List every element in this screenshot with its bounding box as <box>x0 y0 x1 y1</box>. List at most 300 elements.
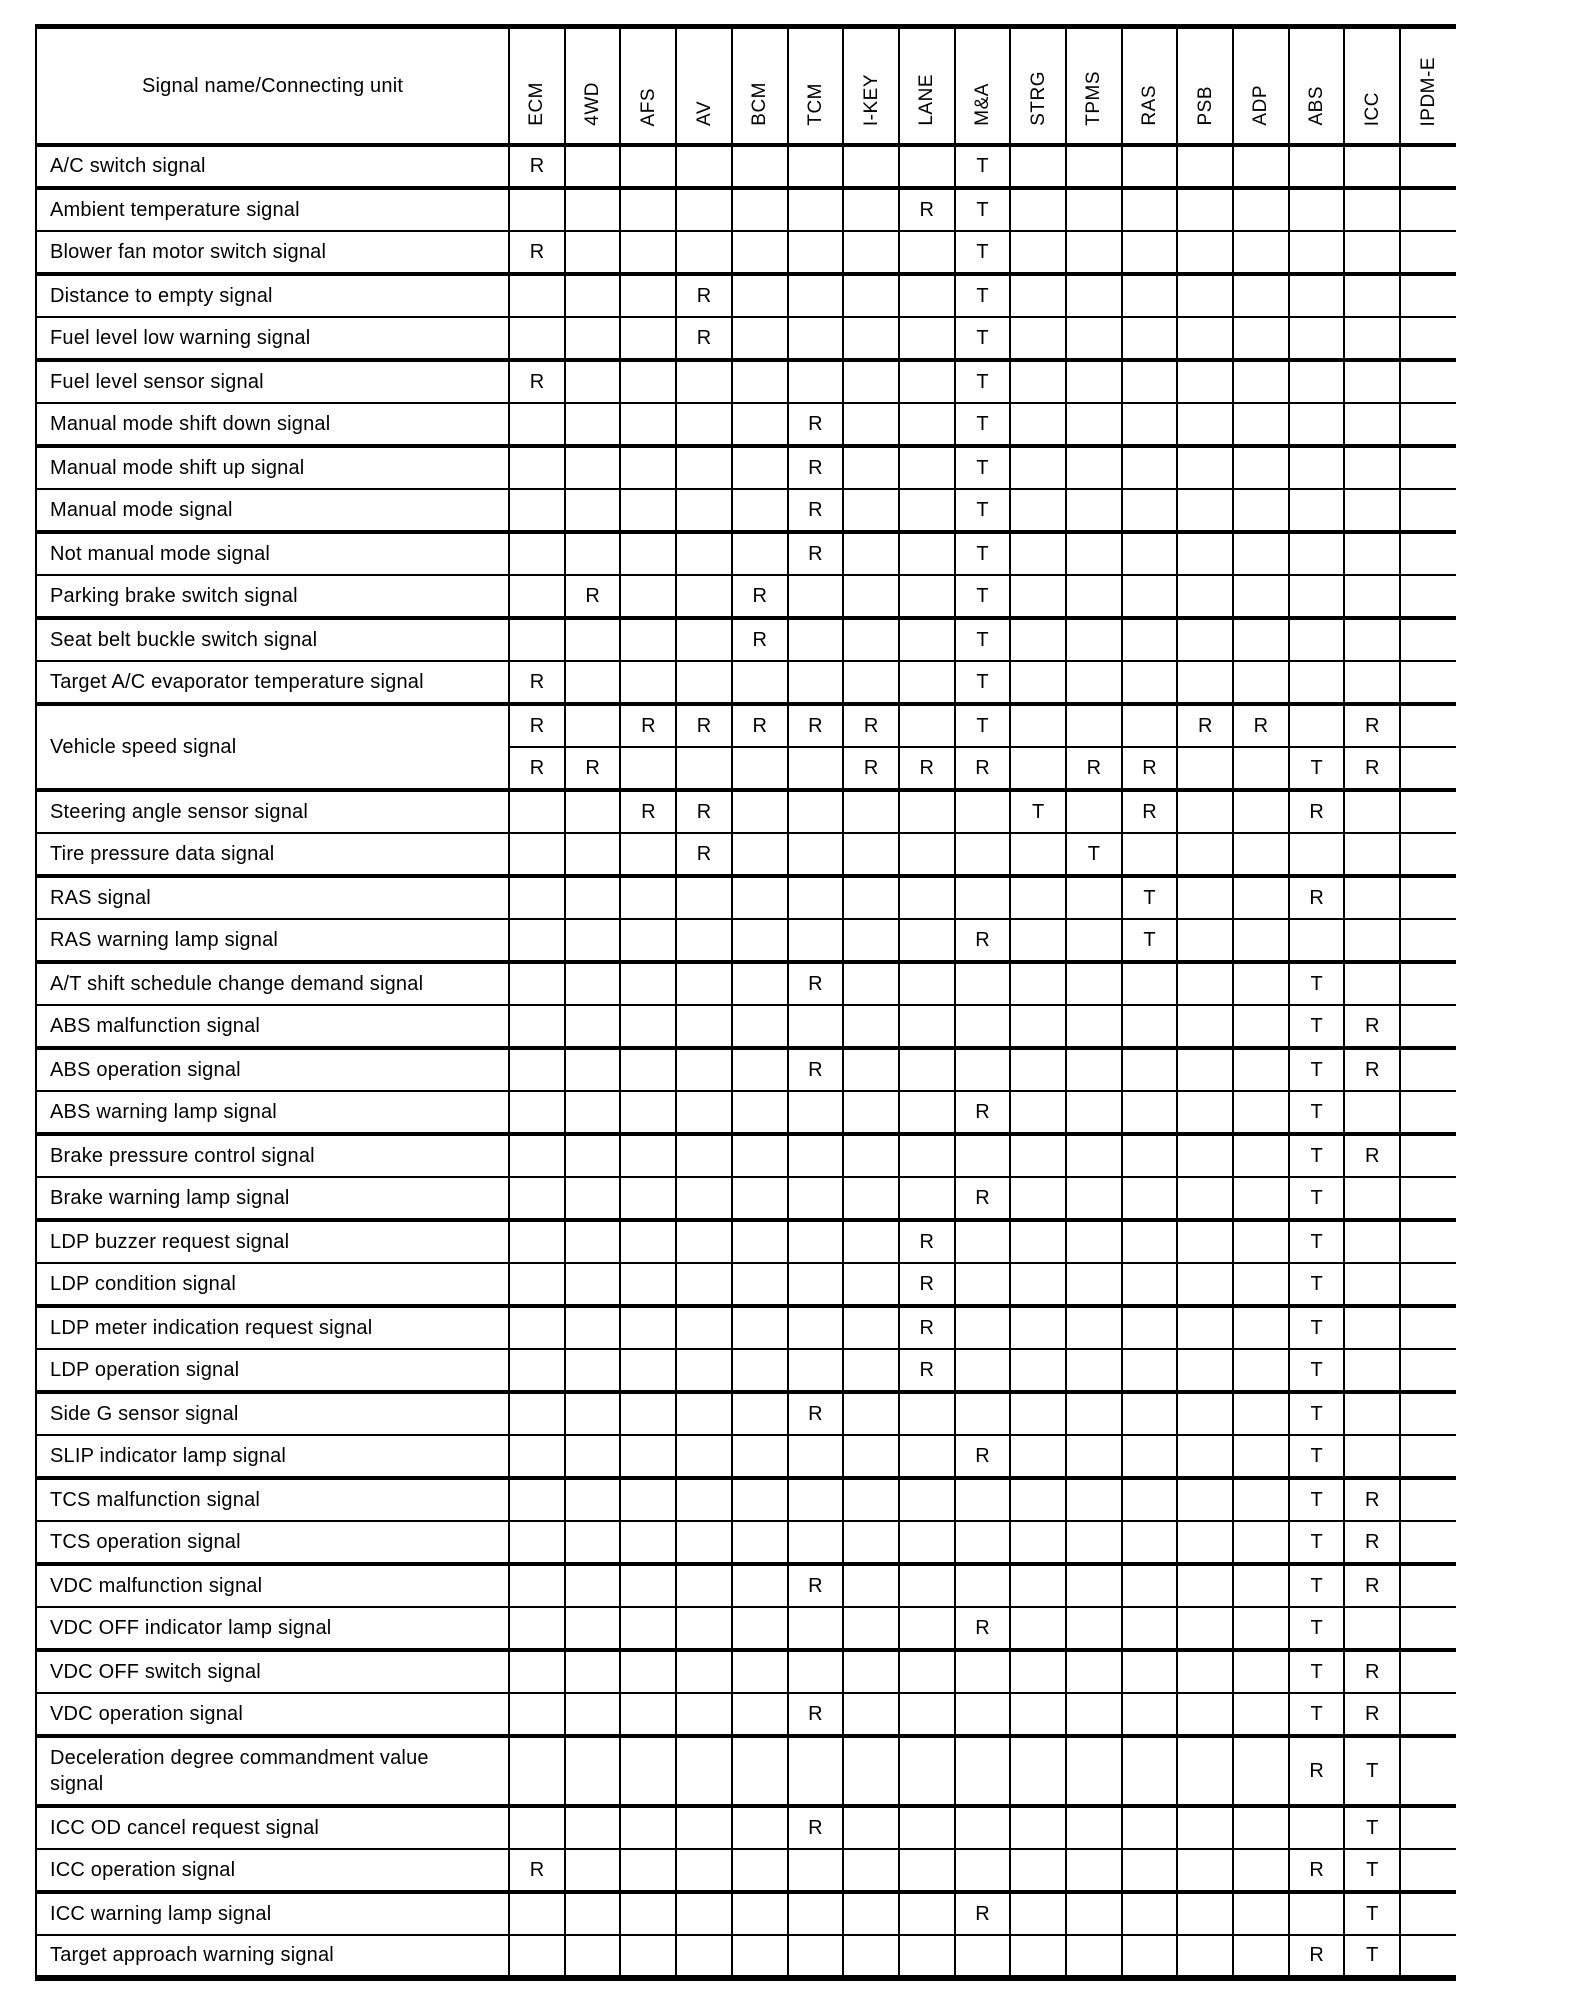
column-header-adp: ADP <box>1250 85 1272 126</box>
matrix-cell <box>899 1935 955 1978</box>
matrix-cell <box>1400 1263 1456 1306</box>
matrix-cell <box>1010 1478 1066 1521</box>
matrix-cell: R <box>788 446 844 489</box>
matrix-cell <box>732 532 788 575</box>
matrix-cell <box>732 1263 788 1306</box>
matrix-cell <box>565 145 621 188</box>
column-header-tpms: TPMS <box>1083 71 1105 126</box>
matrix-cell <box>843 1349 899 1392</box>
matrix-cell <box>565 1607 621 1650</box>
matrix-cell: T <box>1289 1521 1345 1564</box>
matrix-cell <box>788 876 844 919</box>
matrix-cell <box>899 1392 955 1435</box>
matrix-cell <box>899 1134 955 1177</box>
matrix-cell <box>1122 1392 1178 1435</box>
matrix-cell <box>1177 1091 1233 1134</box>
matrix-cell <box>1010 1736 1066 1806</box>
matrix-cell <box>1010 145 1066 188</box>
matrix-cell <box>676 360 732 403</box>
matrix-cell <box>620 403 676 446</box>
matrix-cell <box>1066 1650 1122 1693</box>
matrix-cell <box>565 790 621 833</box>
column-header-cell-abs <box>1289 27 1345 146</box>
matrix-cell <box>509 532 565 575</box>
matrix-cell <box>843 1564 899 1607</box>
signal-name: LDP buzzer request signal <box>36 1220 509 1263</box>
signal-matrix-table <box>35 24 1456 1981</box>
matrix-cell <box>1066 1736 1122 1806</box>
matrix-cell <box>1400 1849 1456 1892</box>
matrix-cell: R <box>1289 1935 1345 1978</box>
matrix-cell <box>1400 446 1456 489</box>
matrix-cell <box>509 1478 565 1521</box>
matrix-cell <box>1066 145 1122 188</box>
table-row <box>36 1736 1456 1806</box>
column-header-icc: ICC <box>1361 91 1383 126</box>
matrix-cell <box>843 1177 899 1220</box>
matrix-cell <box>1122 1091 1178 1134</box>
matrix-cell <box>1122 1806 1178 1849</box>
matrix-cell: T <box>955 575 1011 618</box>
matrix-cell <box>788 1091 844 1134</box>
matrix-cell <box>620 833 676 876</box>
matrix-cell: R <box>1344 1005 1400 1048</box>
matrix-cell <box>955 1478 1011 1521</box>
matrix-cell <box>843 1607 899 1650</box>
matrix-cell <box>676 188 732 231</box>
matrix-cell <box>1066 1521 1122 1564</box>
matrix-cell: R <box>899 1349 955 1392</box>
matrix-cell <box>1233 1134 1289 1177</box>
matrix-cell <box>1400 1392 1456 1435</box>
matrix-cell <box>1177 1736 1233 1806</box>
column-header-cell-icc <box>1344 27 1400 146</box>
matrix-cell <box>1233 575 1289 618</box>
matrix-cell <box>676 231 732 274</box>
table-row <box>36 618 1456 661</box>
column-header-ras: RAS <box>1139 85 1160 126</box>
matrix-cell <box>676 1220 732 1263</box>
matrix-cell <box>676 1693 732 1736</box>
matrix-cell <box>955 833 1011 876</box>
matrix-cell <box>1233 231 1289 274</box>
matrix-cell <box>509 489 565 532</box>
matrix-cell <box>1289 1806 1345 1849</box>
matrix-cell <box>843 876 899 919</box>
matrix-cell <box>1066 1935 1122 1978</box>
table-row <box>36 962 1456 1005</box>
table-row <box>36 489 1456 532</box>
matrix-cell <box>788 1650 844 1693</box>
matrix-cell <box>1122 1693 1178 1736</box>
matrix-cell <box>843 1806 899 1849</box>
matrix-cell <box>1233 962 1289 1005</box>
matrix-cell <box>620 747 676 790</box>
matrix-cell <box>1177 1306 1233 1349</box>
matrix-cell <box>1122 1349 1178 1392</box>
matrix-cell <box>732 489 788 532</box>
matrix-cell <box>1066 1005 1122 1048</box>
matrix-cell <box>509 1650 565 1693</box>
matrix-cell: R <box>843 704 899 747</box>
matrix-cell <box>1400 489 1456 532</box>
matrix-cell <box>732 403 788 446</box>
matrix-cell <box>899 446 955 489</box>
matrix-cell <box>1177 532 1233 575</box>
matrix-cell: T <box>955 532 1011 575</box>
signal-name: A/C switch signal <box>36 145 509 188</box>
matrix-cell <box>732 1435 788 1478</box>
matrix-cell <box>676 1134 732 1177</box>
matrix-cell <box>620 532 676 575</box>
matrix-cell <box>1066 1048 1122 1091</box>
matrix-cell: T <box>1289 1478 1345 1521</box>
matrix-cell <box>509 790 565 833</box>
table-row <box>36 274 1456 317</box>
matrix-cell <box>1122 1177 1178 1220</box>
matrix-cell <box>1400 274 1456 317</box>
column-header-cell-av <box>676 27 732 146</box>
matrix-cell <box>1066 317 1122 360</box>
matrix-cell <box>1289 403 1345 446</box>
signal-name: Steering angle sensor signal <box>36 790 509 833</box>
table-row <box>36 575 1456 618</box>
matrix-cell: R <box>899 1220 955 1263</box>
table-row <box>36 1806 1456 1849</box>
matrix-cell <box>509 1435 565 1478</box>
matrix-cell <box>1122 188 1178 231</box>
matrix-cell <box>1344 532 1400 575</box>
matrix-cell <box>788 1349 844 1392</box>
matrix-cell: R <box>955 1091 1011 1134</box>
matrix-cell: T <box>955 489 1011 532</box>
table-row <box>36 1392 1456 1435</box>
matrix-cell <box>509 1091 565 1134</box>
matrix-cell <box>1400 1693 1456 1736</box>
matrix-cell <box>565 962 621 1005</box>
matrix-cell <box>1010 704 1066 747</box>
matrix-cell: R <box>899 747 955 790</box>
matrix-cell <box>1066 1435 1122 1478</box>
matrix-cell <box>1122 1306 1178 1349</box>
matrix-cell <box>1400 1650 1456 1693</box>
matrix-cell <box>1066 1306 1122 1349</box>
matrix-cell <box>1010 532 1066 575</box>
matrix-cell <box>1177 1564 1233 1607</box>
matrix-cell <box>509 1134 565 1177</box>
matrix-cell: R <box>1344 1048 1400 1091</box>
matrix-cell <box>1177 446 1233 489</box>
matrix-cell <box>1010 1306 1066 1349</box>
table-row <box>36 532 1456 575</box>
column-header-cell-bcm <box>732 27 788 146</box>
matrix-cell <box>509 188 565 231</box>
signal-name: ICC warning lamp signal <box>36 1892 509 1935</box>
matrix-cell <box>1066 1177 1122 1220</box>
table-row <box>36 1263 1456 1306</box>
matrix-cell <box>843 188 899 231</box>
matrix-cell <box>788 145 844 188</box>
matrix-cell <box>676 403 732 446</box>
signal-name: TCS malfunction signal <box>36 1478 509 1521</box>
matrix-cell <box>788 618 844 661</box>
matrix-cell <box>1177 618 1233 661</box>
matrix-cell <box>732 317 788 360</box>
matrix-cell <box>843 1048 899 1091</box>
table-header <box>36 27 1456 146</box>
matrix-cell <box>1344 1607 1400 1650</box>
matrix-cell <box>1233 1650 1289 1693</box>
matrix-cell <box>1066 1564 1122 1607</box>
matrix-cell <box>1010 661 1066 704</box>
matrix-cell: R <box>1344 1650 1400 1693</box>
matrix-cell: R <box>676 317 732 360</box>
matrix-cell <box>1289 188 1345 231</box>
matrix-cell <box>788 1892 844 1935</box>
matrix-cell <box>843 1736 899 1806</box>
signal-name: Blower fan motor switch signal <box>36 231 509 274</box>
matrix-cell: T <box>1289 1650 1345 1693</box>
matrix-cell <box>732 1220 788 1263</box>
matrix-cell <box>509 962 565 1005</box>
matrix-cell <box>732 446 788 489</box>
matrix-cell <box>565 1935 621 1978</box>
column-header-strg: STRG <box>1027 71 1049 126</box>
matrix-cell <box>1233 145 1289 188</box>
table-row <box>36 1220 1456 1263</box>
matrix-cell: T <box>1010 790 1066 833</box>
matrix-cell: T <box>955 618 1011 661</box>
matrix-cell <box>1233 1736 1289 1806</box>
matrix-cell <box>1400 1306 1456 1349</box>
matrix-cell <box>1233 919 1289 962</box>
matrix-cell <box>1066 231 1122 274</box>
matrix-cell <box>1233 1306 1289 1349</box>
matrix-cell <box>1066 274 1122 317</box>
matrix-cell <box>843 1650 899 1693</box>
matrix-cell <box>509 1935 565 1978</box>
matrix-cell <box>843 360 899 403</box>
matrix-cell <box>1177 1220 1233 1263</box>
column-header-cell-strg <box>1010 27 1066 146</box>
matrix-cell <box>565 1478 621 1521</box>
matrix-cell <box>732 231 788 274</box>
matrix-cell <box>1400 1478 1456 1521</box>
matrix-cell <box>1233 1005 1289 1048</box>
matrix-cell <box>843 618 899 661</box>
matrix-cell <box>509 1177 565 1220</box>
matrix-cell: R <box>788 403 844 446</box>
column-header-lane: LANE <box>916 74 938 126</box>
matrix-cell <box>1344 446 1400 489</box>
matrix-cell <box>676 1435 732 1478</box>
matrix-cell: R <box>732 575 788 618</box>
column-header-4wd: 4WD <box>582 82 604 126</box>
matrix-cell: T <box>1289 1048 1345 1091</box>
table-row <box>36 1177 1456 1220</box>
matrix-cell <box>565 1306 621 1349</box>
matrix-cell <box>1233 1478 1289 1521</box>
matrix-cell <box>1010 1048 1066 1091</box>
table-row <box>36 1134 1456 1177</box>
matrix-cell: T <box>1289 1263 1345 1306</box>
matrix-cell <box>1177 962 1233 1005</box>
matrix-cell <box>1066 962 1122 1005</box>
matrix-cell <box>1122 317 1178 360</box>
matrix-cell <box>509 1693 565 1736</box>
matrix-cell <box>899 532 955 575</box>
matrix-cell <box>1289 618 1345 661</box>
matrix-cell <box>732 1693 788 1736</box>
matrix-cell <box>732 661 788 704</box>
matrix-cell: T <box>1289 1091 1345 1134</box>
matrix-cell <box>788 1521 844 1564</box>
matrix-cell <box>788 661 844 704</box>
matrix-cell <box>676 145 732 188</box>
signal-name: VDC malfunction signal <box>36 1564 509 1607</box>
column-header-psb: PSB <box>1194 86 1216 126</box>
header-row <box>36 27 1456 146</box>
matrix-cell: R <box>1344 1564 1400 1607</box>
matrix-cell <box>676 1935 732 1978</box>
matrix-cell: T <box>1289 1306 1345 1349</box>
matrix-cell <box>676 1263 732 1306</box>
matrix-cell <box>1177 1892 1233 1935</box>
matrix-cell <box>1010 1892 1066 1935</box>
matrix-cell <box>732 1806 788 1849</box>
matrix-cell <box>1344 1306 1400 1349</box>
matrix-cell <box>1122 1892 1178 1935</box>
matrix-cell <box>1344 317 1400 360</box>
matrix-cell: T <box>1344 1849 1400 1892</box>
matrix-cell <box>955 1220 1011 1263</box>
column-header-cell-i-key <box>843 27 899 146</box>
matrix-cell <box>565 489 621 532</box>
matrix-cell <box>1122 403 1178 446</box>
matrix-cell: R <box>1344 704 1400 747</box>
table-row <box>36 403 1456 446</box>
matrix-cell <box>1233 1177 1289 1220</box>
matrix-cell <box>1400 790 1456 833</box>
matrix-cell: T <box>1344 1806 1400 1849</box>
matrix-cell <box>1289 360 1345 403</box>
table-row <box>36 1048 1456 1091</box>
matrix-cell <box>1400 833 1456 876</box>
matrix-cell <box>565 1435 621 1478</box>
matrix-cell <box>955 790 1011 833</box>
matrix-cell <box>676 1806 732 1849</box>
matrix-cell <box>1010 231 1066 274</box>
matrix-cell <box>1177 1005 1233 1048</box>
matrix-cell <box>1233 1935 1289 1978</box>
matrix-cell: R <box>1177 704 1233 747</box>
column-header-cell-ras <box>1122 27 1178 146</box>
matrix-cell: R <box>1344 1478 1400 1521</box>
matrix-cell <box>1344 145 1400 188</box>
column-header-av: AV <box>693 101 715 126</box>
matrix-cell <box>676 747 732 790</box>
matrix-cell <box>1010 876 1066 919</box>
matrix-cell <box>620 618 676 661</box>
matrix-cell: R <box>1289 1849 1345 1892</box>
matrix-cell <box>1289 704 1345 747</box>
matrix-cell: T <box>1344 1892 1400 1935</box>
matrix-cell: T <box>1289 1607 1345 1650</box>
matrix-cell <box>732 1134 788 1177</box>
matrix-cell <box>509 1306 565 1349</box>
matrix-cell <box>620 317 676 360</box>
matrix-cell <box>1066 188 1122 231</box>
matrix-cell <box>620 1177 676 1220</box>
matrix-cell <box>899 661 955 704</box>
matrix-cell <box>620 1048 676 1091</box>
matrix-cell <box>1344 876 1400 919</box>
matrix-cell: R <box>565 575 621 618</box>
matrix-cell: R <box>732 618 788 661</box>
matrix-cell <box>676 532 732 575</box>
matrix-cell <box>676 1849 732 1892</box>
matrix-cell <box>676 1892 732 1935</box>
matrix-cell: R <box>509 704 565 747</box>
matrix-cell: R <box>509 747 565 790</box>
matrix-cell <box>1177 188 1233 231</box>
signal-name: Seat belt buckle switch signal <box>36 618 509 661</box>
matrix-cell <box>1010 1650 1066 1693</box>
matrix-cell <box>1233 188 1289 231</box>
matrix-cell <box>1233 1892 1289 1935</box>
matrix-cell <box>565 317 621 360</box>
matrix-cell <box>565 532 621 575</box>
matrix-cell: T <box>955 360 1011 403</box>
matrix-cell <box>1010 403 1066 446</box>
matrix-cell <box>620 1693 676 1736</box>
matrix-cell <box>899 1091 955 1134</box>
matrix-cell <box>1289 145 1345 188</box>
matrix-cell: T <box>1289 1177 1345 1220</box>
matrix-cell <box>1177 1177 1233 1220</box>
matrix-cell <box>899 1607 955 1650</box>
matrix-cell <box>955 1005 1011 1048</box>
matrix-cell <box>1122 1048 1178 1091</box>
signal-name: ABS warning lamp signal <box>36 1091 509 1134</box>
matrix-cell: T <box>1289 1134 1345 1177</box>
matrix-cell <box>509 1607 565 1650</box>
matrix-cell <box>899 919 955 962</box>
matrix-cell <box>565 1650 621 1693</box>
matrix-cell <box>1010 1521 1066 1564</box>
matrix-cell: T <box>955 446 1011 489</box>
table-row <box>36 1435 1456 1478</box>
signal-name: Brake warning lamp signal <box>36 1177 509 1220</box>
matrix-cell <box>732 274 788 317</box>
table-row <box>36 231 1456 274</box>
matrix-cell <box>1344 1091 1400 1134</box>
matrix-cell <box>620 1521 676 1564</box>
matrix-cell <box>620 188 676 231</box>
matrix-cell: R <box>899 1306 955 1349</box>
column-header-cell-m-a <box>955 27 1011 146</box>
matrix-cell <box>620 1220 676 1263</box>
matrix-cell <box>565 403 621 446</box>
matrix-cell <box>676 1177 732 1220</box>
matrix-cell <box>843 661 899 704</box>
matrix-cell <box>1122 575 1178 618</box>
matrix-cell <box>1400 317 1456 360</box>
matrix-cell <box>1122 1134 1178 1177</box>
matrix-cell: T <box>1122 876 1178 919</box>
matrix-cell <box>843 962 899 1005</box>
matrix-cell <box>1010 1806 1066 1849</box>
